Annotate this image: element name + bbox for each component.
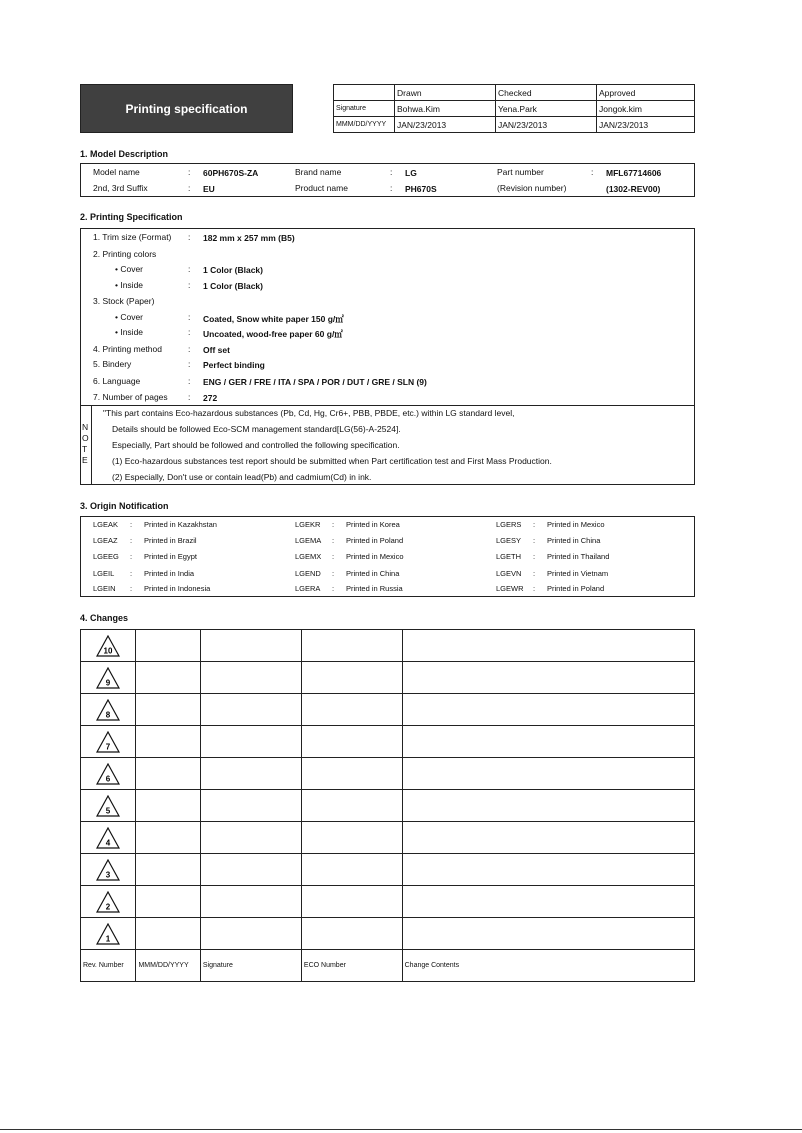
changes-heading: 4. Changes xyxy=(80,613,129,623)
change-cell xyxy=(200,758,301,790)
origin-code: LGEWR xyxy=(496,584,524,593)
rev-number: 2 xyxy=(105,902,111,911)
model-label: Model name xyxy=(93,167,140,177)
change-cell xyxy=(402,662,694,694)
spec-value: Coated, Snow white paper 150 g/㎡ xyxy=(203,314,344,324)
origin-code: LGEEG xyxy=(93,552,119,561)
rev-number: 3 xyxy=(105,870,111,879)
title-box xyxy=(80,84,293,133)
footer-label: MMM/DD/YYYY xyxy=(136,950,200,982)
change-cell xyxy=(402,918,694,950)
colon: : xyxy=(332,536,335,545)
approved-date: JAN/23/2013 xyxy=(597,117,695,133)
colon: : xyxy=(390,183,393,193)
origin-code: LGEAZ xyxy=(93,536,118,545)
colon: : xyxy=(188,392,191,402)
colon: : xyxy=(130,569,133,578)
footer-label: ECO Number xyxy=(301,950,402,982)
colon: : xyxy=(188,376,191,386)
rev-cell xyxy=(81,662,136,694)
revision-triangle-icon xyxy=(96,891,120,913)
rev-number: 5 xyxy=(105,806,111,815)
note-line: (1) Eco-hazardous substances test report should be submitted when Part certification test and First Mass Production. xyxy=(112,456,552,466)
change-row xyxy=(81,726,695,758)
origin-text: Printed in Poland xyxy=(547,584,605,593)
change-cell xyxy=(136,726,200,758)
revision-triangle-icon xyxy=(96,635,120,657)
footer-label: Rev. Number xyxy=(81,950,136,982)
note-line: Especially, Part should be followed and controlled the following specification. xyxy=(112,440,400,450)
change-cell xyxy=(136,822,200,854)
colon: : xyxy=(533,520,536,529)
spec-value: Perfect binding xyxy=(203,360,265,370)
origin-code: LGEVN xyxy=(496,569,522,578)
rev-number: 1 xyxy=(105,934,111,943)
note-letters xyxy=(82,422,89,466)
change-cell xyxy=(301,886,402,918)
footer-label: Signature xyxy=(200,950,301,982)
origin-box xyxy=(80,516,695,597)
colon: : xyxy=(332,520,335,529)
change-cell xyxy=(200,790,301,822)
change-row xyxy=(81,886,695,918)
change-cell xyxy=(301,662,402,694)
model-box xyxy=(80,163,695,197)
colon: : xyxy=(188,183,191,193)
colon: : xyxy=(188,312,191,322)
change-cell xyxy=(301,854,402,886)
spec-label: • Inside xyxy=(115,280,144,290)
colon: : xyxy=(533,552,536,561)
spec-label: • Cover xyxy=(115,264,144,274)
change-row xyxy=(81,790,695,822)
signature-label: Signature xyxy=(334,101,395,117)
colon: : xyxy=(130,552,133,561)
change-cell xyxy=(200,662,301,694)
note-letter: O xyxy=(82,433,89,443)
revision-triangle-icon xyxy=(96,859,120,881)
colon: : xyxy=(591,167,594,177)
origin-text: Printed in Mexico xyxy=(547,520,605,529)
colon: : xyxy=(188,359,191,369)
product-value: PH670S xyxy=(405,184,437,194)
change-cell xyxy=(301,918,402,950)
colon: : xyxy=(332,584,335,593)
origin-code: LGEND xyxy=(295,569,321,578)
revision-triangle-icon xyxy=(96,731,120,753)
checked-date: JAN/23/2013 xyxy=(496,117,597,133)
footer-label: Change Contents xyxy=(402,950,694,982)
model-value: 60PH670S-ZA xyxy=(203,168,259,178)
note-divider xyxy=(81,405,694,406)
origin-text: Printed in Kazakhstan xyxy=(144,520,217,529)
note-line: "This part contains Eco-hazardous substances (Pb, Cd, Hg, Cr6+, PBB, PBDE, etc.) within LG standard level, xyxy=(103,408,515,418)
change-row xyxy=(81,694,695,726)
colon: : xyxy=(188,327,191,337)
part-value: MFL67714606 xyxy=(606,168,662,178)
origin-text: Printed in Vietnam xyxy=(547,569,609,578)
rev-cell xyxy=(81,886,136,918)
origin-code: LGERS xyxy=(496,520,522,529)
change-cell xyxy=(200,822,301,854)
rev-cell xyxy=(81,918,136,950)
change-cell xyxy=(402,758,694,790)
suffix-label: 2nd, 3rd Suffix xyxy=(93,183,148,193)
change-cell xyxy=(136,790,200,822)
colon: : xyxy=(188,280,191,290)
change-cell xyxy=(200,726,301,758)
rev-cell xyxy=(81,630,136,662)
change-cell xyxy=(301,758,402,790)
revision-triangle-icon xyxy=(96,699,120,721)
note-line: (2) Especially, Don't use or contain lead(Pb) and cadmium(Cd) in ink. xyxy=(112,472,372,482)
colon: : xyxy=(533,569,536,578)
spec-value: 182 mm x 257 mm (B5) xyxy=(203,233,295,243)
origin-text: Printed in China xyxy=(346,569,400,578)
origin-heading: 3. Origin Notification xyxy=(80,501,169,511)
change-cell xyxy=(301,822,402,854)
page-title: Printing specification xyxy=(125,101,248,116)
rev-cell xyxy=(81,758,136,790)
drawn-signature: Bohwa.Kim xyxy=(395,101,496,117)
origin-text: Printed in Korea xyxy=(346,520,400,529)
origin-code: LGESY xyxy=(496,536,522,545)
colon: : xyxy=(188,232,191,242)
change-cell xyxy=(402,822,694,854)
change-cell xyxy=(402,854,694,886)
printing-box xyxy=(80,228,695,485)
change-cell xyxy=(136,918,200,950)
origin-text: Printed in Mexico xyxy=(346,552,404,561)
colon: : xyxy=(390,167,393,177)
origin-text: Printed in Egypt xyxy=(144,552,197,561)
colon: : xyxy=(533,536,536,545)
change-cell xyxy=(200,854,301,886)
spec-value: Off set xyxy=(203,345,230,355)
note-letter: E xyxy=(82,455,88,465)
rev-number: 6 xyxy=(105,774,111,783)
change-cell xyxy=(200,694,301,726)
spec-label: 5. Bindery xyxy=(93,359,132,369)
note-line: Details should be followed Eco-SCM management standard[LG(56)-A-2524]. xyxy=(112,424,401,434)
brand-label: Brand name xyxy=(295,167,342,177)
note-letter: N xyxy=(82,422,89,432)
colon: : xyxy=(533,584,536,593)
origin-code: LGEAK xyxy=(93,520,119,529)
rev-number: 9 xyxy=(105,678,111,687)
approval-table xyxy=(333,84,695,133)
product-label: Product name xyxy=(295,183,348,193)
spec-value: Uncoated, wood-free paper 60 g/㎡ xyxy=(203,329,343,339)
drawn-header: Drawn xyxy=(395,85,496,101)
rev-number: 10 xyxy=(103,646,113,655)
printing-heading: 2. Printing Specification xyxy=(80,212,183,222)
spec-label: 2. Printing colors xyxy=(93,249,157,259)
colon: : xyxy=(332,552,335,561)
changes-footer-row xyxy=(81,950,695,982)
colon: : xyxy=(188,167,191,177)
rev-cell xyxy=(81,726,136,758)
change-cell xyxy=(301,694,402,726)
change-cell xyxy=(136,662,200,694)
part-label: Part number xyxy=(497,167,544,177)
origin-text: Printed in Poland xyxy=(346,536,404,545)
change-cell xyxy=(402,726,694,758)
change-cell xyxy=(200,918,301,950)
origin-text: Printed in China xyxy=(547,536,601,545)
bottom-rule xyxy=(0,1129,802,1130)
rev-cell xyxy=(81,790,136,822)
revision-triangle-icon xyxy=(96,827,120,849)
change-row xyxy=(81,630,695,662)
suffix-value: EU xyxy=(203,184,215,194)
rev-number: 8 xyxy=(105,710,111,719)
origin-text: Printed in Russia xyxy=(346,584,403,593)
note-letter: T xyxy=(82,444,88,454)
change-row xyxy=(81,662,695,694)
origin-code: LGEMX xyxy=(295,552,322,561)
revision-triangle-icon xyxy=(96,763,120,785)
change-cell xyxy=(301,790,402,822)
spec-label: 7. Number of pages xyxy=(93,392,168,402)
rev-cell xyxy=(81,822,136,854)
change-row xyxy=(81,918,695,950)
drawn-date: JAN/23/2013 xyxy=(395,117,496,133)
rev-number: 7 xyxy=(105,742,111,751)
revision-triangle-icon xyxy=(96,795,120,817)
change-cell xyxy=(402,694,694,726)
change-cell xyxy=(136,854,200,886)
changes-table xyxy=(80,629,695,982)
colon: : xyxy=(188,344,191,354)
origin-code: LGETH xyxy=(496,552,522,561)
brand-value: LG xyxy=(405,168,417,178)
date-label: MMM/DD/YYYY xyxy=(334,117,395,133)
model-heading: 1. Model Description xyxy=(80,149,169,159)
origin-code: LGEKR xyxy=(295,520,321,529)
revision-triangle-icon xyxy=(96,923,120,945)
change-cell xyxy=(200,630,301,662)
origin-code: LGERA xyxy=(295,584,321,593)
colon: : xyxy=(130,584,133,593)
spec-value: 272 xyxy=(203,393,218,403)
checked-signature: Yena.Park xyxy=(496,101,597,117)
approved-header: Approved xyxy=(597,85,695,101)
colon: : xyxy=(332,569,335,578)
spec-label: • Cover xyxy=(115,312,144,322)
change-cell xyxy=(402,886,694,918)
spec-label: 1. Trim size (Format) xyxy=(93,232,172,242)
approved-signature: Jongok.kim xyxy=(597,101,695,117)
origin-code: LGEIN xyxy=(93,584,116,593)
revision-triangle-icon xyxy=(96,667,120,689)
rev-cell xyxy=(81,854,136,886)
rev-number: 4 xyxy=(105,838,111,847)
colon: : xyxy=(188,264,191,274)
change-cell xyxy=(136,630,200,662)
change-cell xyxy=(200,886,301,918)
change-cell xyxy=(136,758,200,790)
change-row xyxy=(81,822,695,854)
change-row xyxy=(81,854,695,886)
spec-value: ENG / GER / FRE / ITA / SPA / POR / DUT / GRE / SLN (9) xyxy=(203,377,427,387)
origin-text: Printed in Brazil xyxy=(144,536,197,545)
spec-label: 4. Printing method xyxy=(93,344,162,354)
change-cell xyxy=(301,726,402,758)
colon: : xyxy=(130,520,133,529)
change-row xyxy=(81,758,695,790)
spec-value: 1 Color (Black) xyxy=(203,265,263,275)
change-cell xyxy=(301,630,402,662)
spec-label: 3. Stock (Paper) xyxy=(93,296,155,306)
origin-code: LGEMA xyxy=(295,536,322,545)
change-cell xyxy=(136,694,200,726)
rev-cell xyxy=(81,694,136,726)
origin-code: LGEIL xyxy=(93,569,115,578)
colon: : xyxy=(130,536,133,545)
revision-value: (1302-REV00) xyxy=(606,184,661,194)
revision-label: (Revision number) xyxy=(497,183,567,193)
origin-text: Printed in Indonesia xyxy=(144,584,211,593)
spec-value: 1 Color (Black) xyxy=(203,281,263,291)
spec-label: • Inside xyxy=(115,327,144,337)
spec-label: 6. Language xyxy=(93,376,141,386)
origin-text: Printed in Thailand xyxy=(547,552,610,561)
note-letter-divider xyxy=(91,405,92,484)
change-cell xyxy=(402,790,694,822)
checked-header: Checked xyxy=(496,85,597,101)
change-cell xyxy=(136,886,200,918)
change-cell xyxy=(402,630,694,662)
origin-text: Printed in India xyxy=(144,569,195,578)
